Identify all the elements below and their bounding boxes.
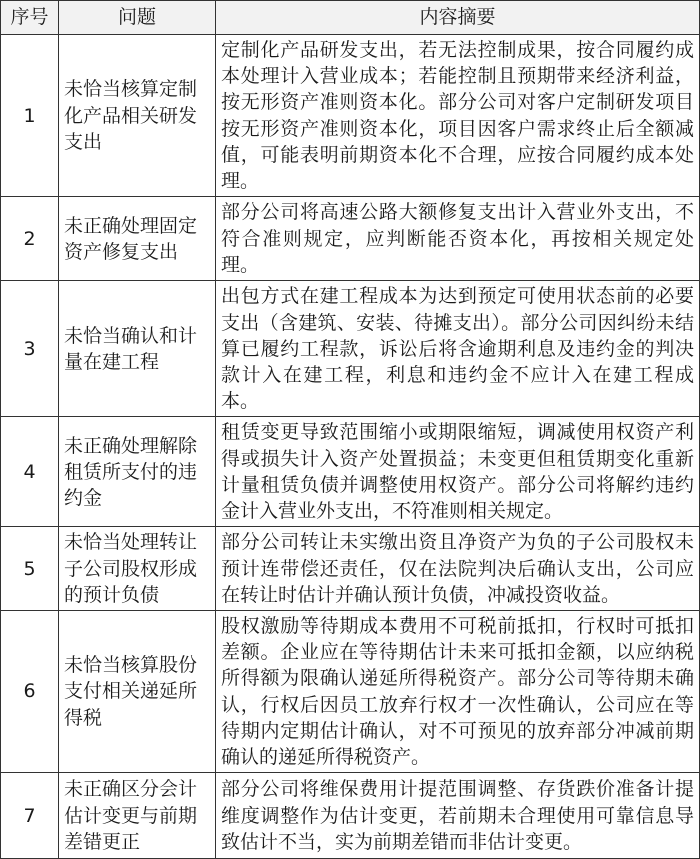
row-issue: 未正确处理解除租赁所支付的违约金 (59, 417, 216, 527)
row-summary: 部分公司将高速公路大额修复支出计入营业外支出，不符合准则规定，应判断能否资本化，再按相关规定处理。 (216, 197, 700, 281)
row-issue: 未恰当确认和计量在建工程 (59, 281, 216, 417)
row-issue: 未恰当核算股份支付相关递延所得税 (59, 610, 216, 772)
row-summary: 定制化产品研发支出，若无法控制成果，按合同履约成本处理计入营业成本；若能控制且预期带来经济利益，按无形资产准则资本化。部分公司对客户定制研发项目按无形资产准则资本化，项目因客户需求终止后全额减值，可能表明前期资本化不合理，应按合同履约成本处理。 (216, 35, 700, 197)
table-row (1, 35, 700, 197)
row-no: 3 (1, 281, 59, 417)
row-summary: 部分公司转让未实缴出资且净资产为负的子公司股权未预计连带偿还责任，仅在法院判决后确认支出，公司应在转让时估计并确认预计负债，冲减投资收益。 (216, 527, 700, 611)
row-issue: 未正确区分会计估计变更与前期差错更正 (59, 773, 216, 859)
row-summary: 租赁变更导致范围缩小或期限缩短，调减使用权资产利得或损失计入资产处置损益；未变更但租赁期变化重新计量租赁负债并调整使用权资产。部分公司将解约违约金计入营业外支出，不符准则相关规定。 (216, 417, 700, 527)
table-row (1, 773, 700, 859)
row-summary: 部分公司将维保费用计提范围调整、存货跌价准备计提维度调整作为估计变更，若前期未合理使用可靠信息导致估计不当，实为前期差错而非估计变更。 (216, 773, 700, 859)
header-row (1, 1, 700, 35)
row-summary: 股权激励等待期成本费用不可税前抵扣，行权时可抵扣差额。企业应在等待期估计未来可抵扣金额，以应纳税所得额为限确认递延所得税资产。部分公司等待期未确认，行权后因员工放弃行权才一次性确认，公司应在等待期内定期估计确认，对不可预见的放弃部分冲减前期确认的递延所得税资产。 (216, 610, 700, 772)
row-no: 2 (1, 197, 59, 281)
table-row (1, 610, 700, 772)
row-issue: 未正确处理固定资产修复支出 (59, 197, 216, 281)
header-summary: 内容摘要 (216, 1, 700, 35)
table-row (1, 417, 700, 527)
header-issue: 问题 (59, 1, 216, 35)
header-no: 序号 (1, 1, 59, 35)
row-no: 5 (1, 527, 59, 611)
table-row (1, 197, 700, 281)
row-no: 6 (1, 610, 59, 772)
row-no: 7 (1, 773, 59, 859)
row-no: 1 (1, 35, 59, 197)
row-issue: 未恰当核算定制化产品相关研发支出 (59, 35, 216, 197)
row-no: 4 (1, 417, 59, 527)
table-row (1, 527, 700, 611)
table-row (1, 281, 700, 417)
row-summary: 出包方式在建工程成本为达到预定可使用状态前的必要支出（含建筑、安装、待摊支出）。部分公司因纠纷未结算已履约工程款，诉讼后将含逾期利息及违约金的判决款计入在建工程，利息和违约金不应计入在建工程成本。 (216, 281, 700, 417)
row-issue: 未恰当处理转让子公司股权形成的预计负债 (59, 527, 216, 611)
